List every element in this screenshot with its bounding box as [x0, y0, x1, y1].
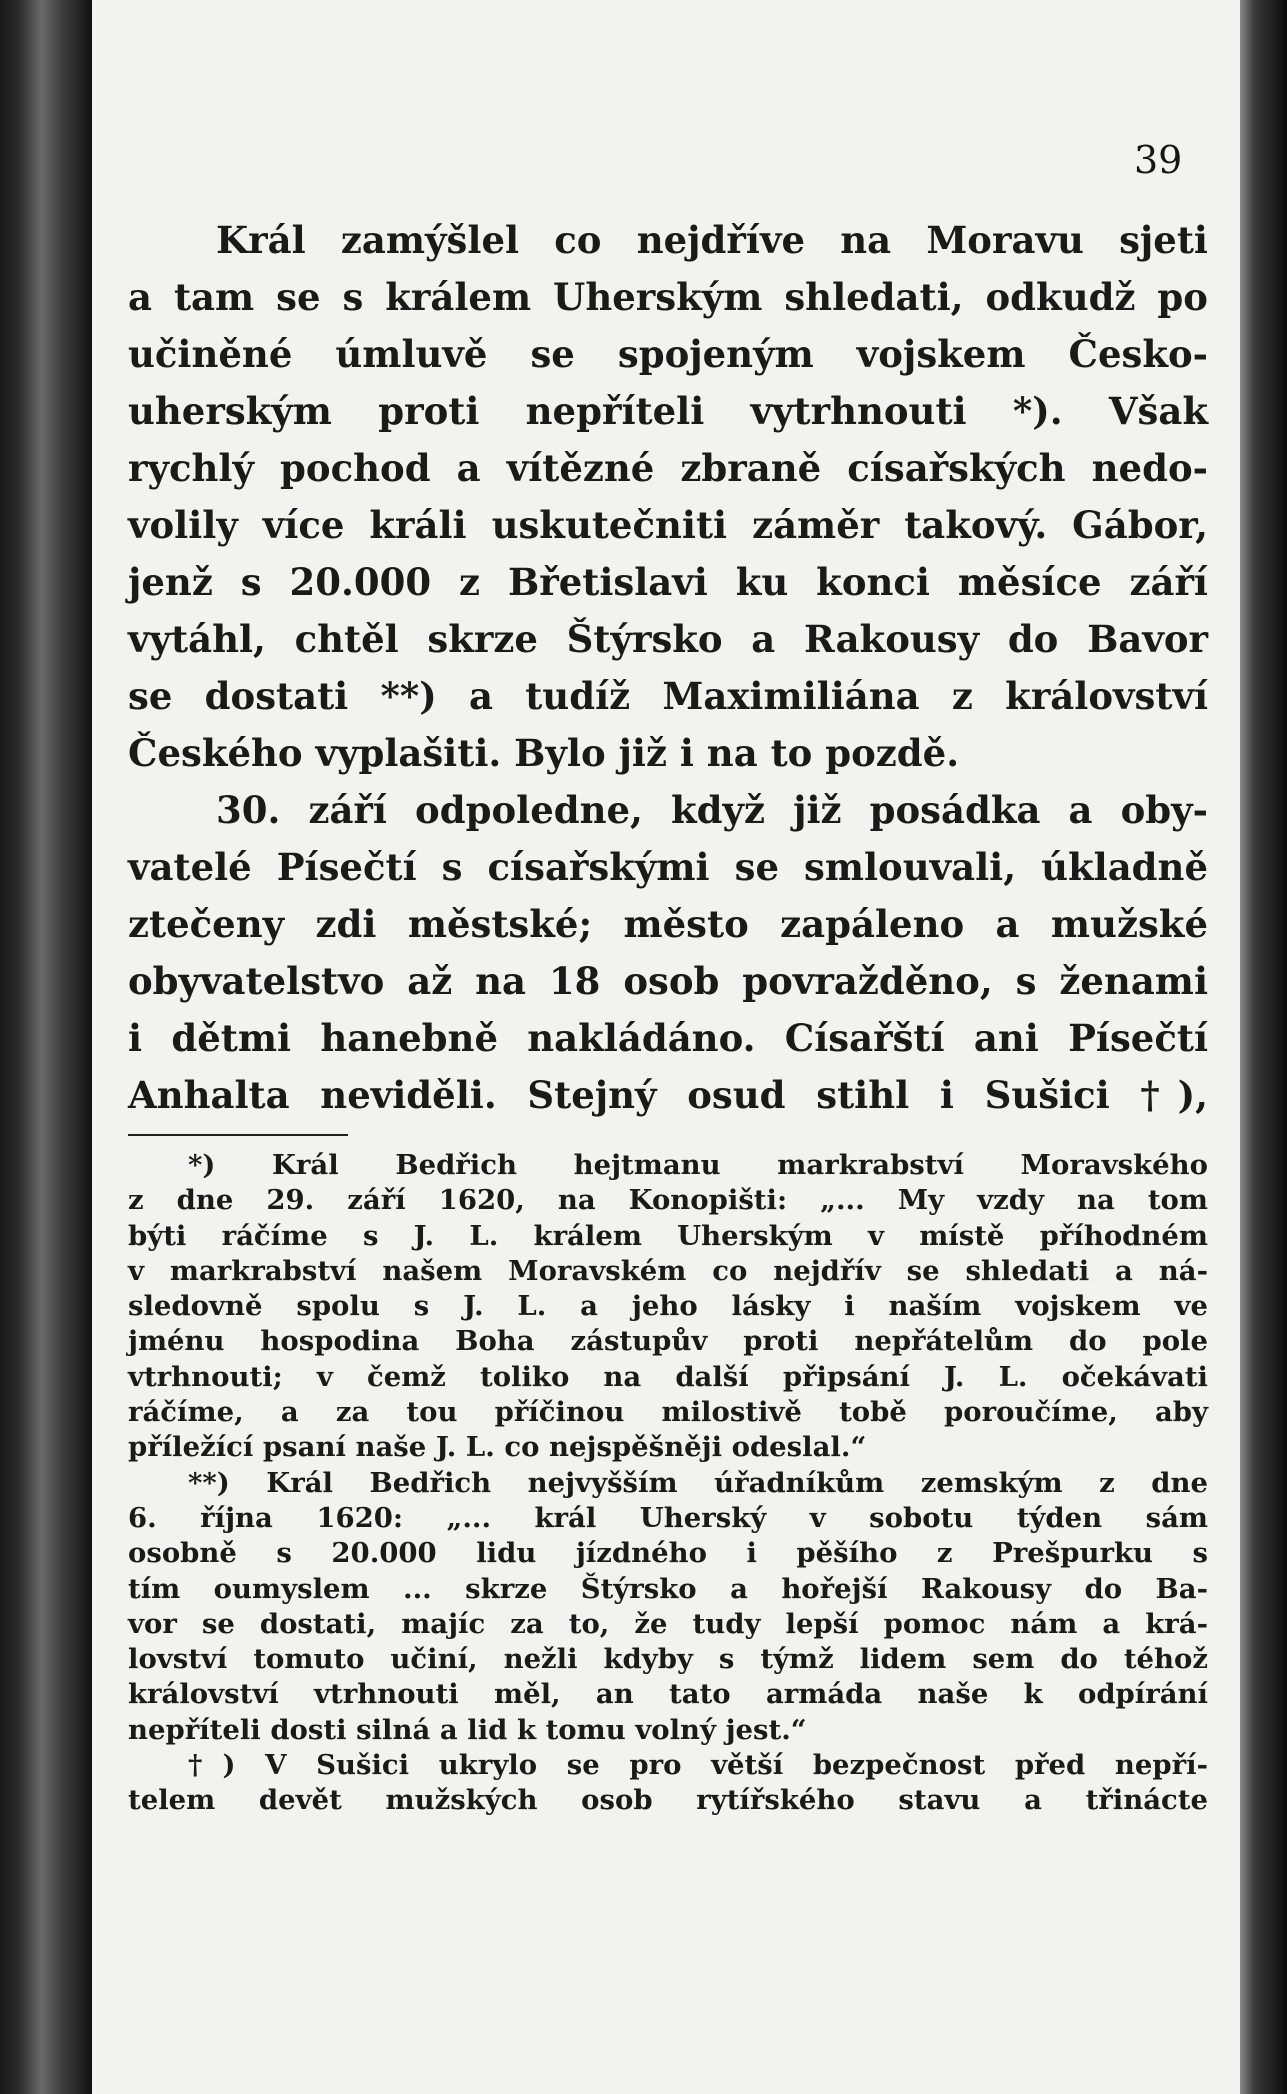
text-line: rychlý pochod a vítězné zbraně císařských nedo-	[128, 446, 1208, 490]
text-line: 30. září odpoledne, když již posádka a oby-	[216, 788, 1208, 832]
text-line: jenž s 20.000 z Břetislavi ku konci měsíce září	[128, 560, 1208, 604]
main-text	[128, 212, 1208, 1124]
scan-border	[1240, 0, 1287, 2094]
footnote-line: tím oumyslem ... skrze Štýrsko a hořejší Rakousy do Ba-	[128, 1572, 1208, 1605]
text-line: učiněné úmluvě se spojeným vojskem Česko-	[128, 332, 1208, 376]
footnote-line: 6. října 1620: „... král Uherský v sobotu týden sám	[128, 1501, 1208, 1534]
footnotes	[128, 1148, 1208, 1819]
text-line: i dětmi hanebně nakládáno. Císařští ani Písečtí	[128, 1016, 1208, 1060]
footnote-line: lovství tomuto učiní, nežli kdyby s týmž lidem sem do téhož	[128, 1643, 1208, 1676]
text-line: Českého vyplašiti. Bylo již i na to pozdě.	[128, 731, 960, 775]
text-line: a tam se s králem Uherským shledati, odkudž po	[128, 275, 1208, 319]
text-line: Anhalta neviděli. Stejný osud stihl i Sušici †),	[128, 1073, 1208, 1117]
footnote-line: †) V Sušici ukrylo se pro větší bezpečnost před nepří-	[188, 1749, 1208, 1782]
footnote-line: příležící psaní naše J. L. co nejspěšněji odeslal.“	[128, 1431, 867, 1464]
footnote-line: nepříteli dosti silná a lid k tomu volný jest.“	[128, 1713, 807, 1746]
text-line: Král zamýšlel co nejdříve na Moravu sjeti	[216, 218, 1208, 262]
text-line: se dostati **) a tudíž Maximiliána z království	[128, 674, 1208, 718]
footnote-separator	[128, 1134, 348, 1136]
footnote-line: sledovně spolu s J. L. a jeho lásky i naším vojskem ve	[128, 1290, 1208, 1323]
footnote-line: ráčíme, a za tou příčinou milostivě tobě poroučíme, aby	[128, 1396, 1208, 1429]
footnote-line: z dne 29. září 1620, na Konopišti: „... My vzdy na tom	[128, 1184, 1208, 1217]
footnote-line: vtrhnouti; v čemž toliko na další připsání J. L. očekávati	[128, 1360, 1208, 1393]
footnote-line: osobně s 20.000 lidu jízdného i pěšího z Prešpurku s	[128, 1537, 1208, 1570]
adjacent-page-edge	[0, 0, 92, 2094]
footnote-line: *) Král Bedřich hejtmanu markrabství Moravského	[188, 1149, 1208, 1181]
text-line: volily více králi uskutečniti záměr takový. Gábor,	[128, 503, 1208, 547]
page-number: 39	[1134, 138, 1183, 182]
footnote-line: býti ráčíme s J. L. králem Uherským v místě příhodném	[128, 1219, 1208, 1252]
text-line: obyvatelstvo až na 18 osob povražděno, s ženami	[128, 959, 1208, 1003]
footnote-line: telem devět mužských osob rytířského stavu a třinácte	[128, 1784, 1208, 1817]
book-page	[92, 0, 1240, 2094]
text-line: vatelé Písečtí s císařskými se smlouvali, úkladně	[128, 845, 1208, 889]
footnote-line: jménu hospodina Boha zástupův proti nepřátelům do pole	[128, 1325, 1208, 1358]
footnote-line: království vtrhnouti měl, an tato armáda naše k odpírání	[128, 1678, 1208, 1711]
text-line: ztečeny zdi městské; město zapáleno a mužské	[128, 902, 1208, 946]
footnote-line: v markrabství našem Moravském co nejdřív se shledati a ná-	[128, 1254, 1208, 1287]
footnote-line: **) Král Bedřich nejvyšším úřadníkům zemským z dne	[188, 1466, 1208, 1499]
text-line: uherským proti nepříteli vytrhnouti *). Však	[128, 389, 1208, 433]
footnote-line: vor se dostati, majíc za to, že tudy lepší pomoc nám a krá-	[128, 1607, 1208, 1640]
text-line: vytáhl, chtěl skrze Štýrsko a Rakousy do Bavor	[128, 617, 1208, 661]
